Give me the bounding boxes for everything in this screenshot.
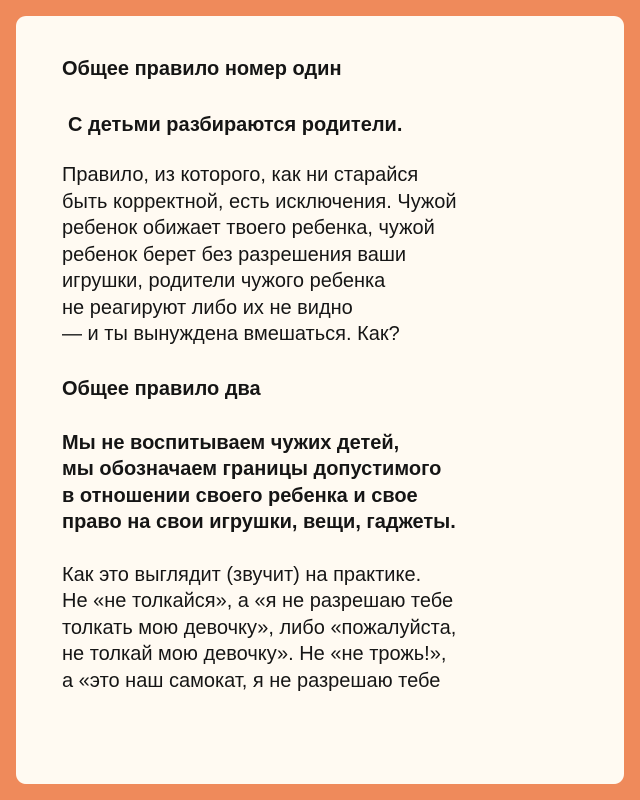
text-line: Как это выглядит (звучит) на практике. [62, 563, 422, 586]
text-line: Правило, из которого, как ни старайся [62, 164, 419, 186]
rule-two-statement [62, 430, 594, 536]
text-line: быть корректной, есть исключения. Чужой [62, 190, 457, 213]
text-line: игрушки, родители чужого ребенка [62, 270, 386, 292]
text-line: не толкай мою девочку». Не «не трожь!», [62, 643, 447, 665]
text-line: Мы не воспитываем чужих детей, [62, 431, 400, 454]
rule-two-practice [62, 562, 594, 695]
text-line: Не «не толкайся», а «я не разрешаю тебе [62, 590, 454, 612]
text-line: право на свои игрушки, вещи, гаджеты. [62, 511, 456, 533]
rule-one-heading: Общее правило номер один [62, 58, 342, 80]
text-line: ребенок берет без разрешения ваши [62, 243, 407, 266]
text-line: в отношении своего ребенка и свое [62, 484, 418, 507]
text-line: не реагируют либо их не видно [62, 296, 353, 319]
rule-two-heading: Общее правило два [62, 377, 261, 400]
text-line: а «это наш самокат, я не разрешаю тебе [62, 669, 441, 692]
text-line: толкать мою девочку», либо «пожалуйста, [62, 616, 457, 639]
rule-one-explanation [62, 162, 594, 348]
text-line: — и ты вынуждена вмешаться. Как? [62, 323, 400, 345]
rule-one-statement: С детьми разбираются родители. [68, 114, 403, 136]
text-line: ребенок обижает твоего ребенка, чужой [62, 217, 435, 239]
content-card [16, 16, 624, 784]
text-line: мы обозначаем границы допустимого [62, 458, 442, 480]
